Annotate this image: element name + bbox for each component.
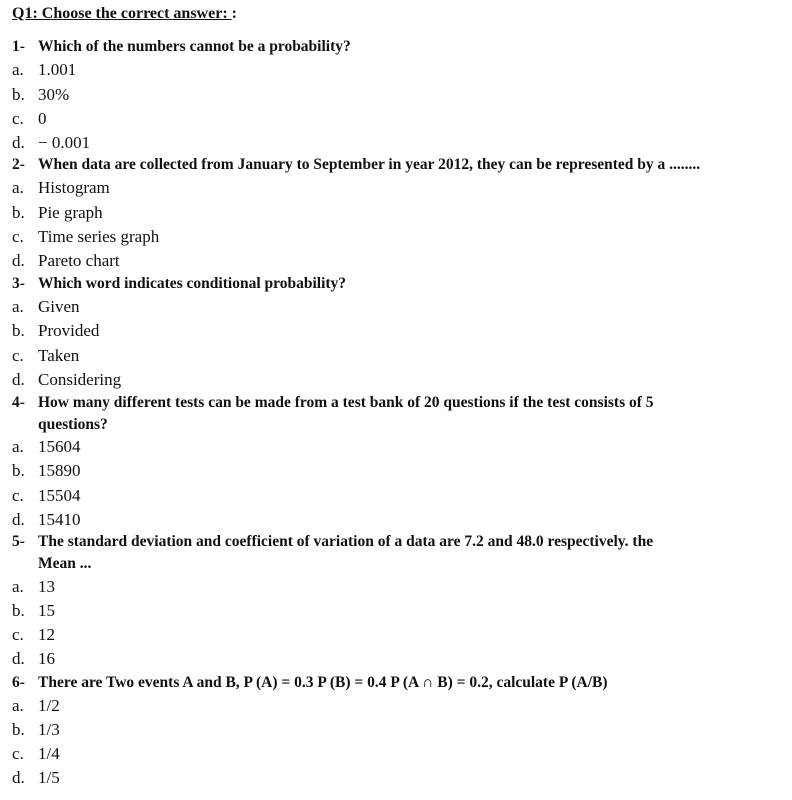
- option-letter: a.: [12, 577, 24, 596]
- option-5b: [12, 600, 55, 622]
- option-letter: c.: [12, 625, 24, 644]
- option-4c: [12, 485, 81, 507]
- option-1a: [12, 59, 76, 81]
- option-letter: b.: [12, 461, 25, 480]
- option-letter: b.: [12, 720, 25, 739]
- title-colon: :: [231, 5, 237, 22]
- option-5c: [12, 624, 55, 646]
- page-title: [12, 4, 237, 24]
- option-letter: d.: [12, 251, 25, 270]
- option-text: 1/5: [38, 768, 60, 787]
- option-text: Pie graph: [38, 203, 103, 222]
- option-text: 1.001: [38, 60, 77, 79]
- option-3a: [12, 296, 80, 318]
- option-letter: b.: [12, 85, 25, 104]
- question-number: 1-: [12, 38, 25, 55]
- option-letter: c.: [12, 109, 24, 128]
- option-letter: d.: [12, 768, 25, 787]
- question-3: [12, 273, 346, 295]
- option-letter: c.: [12, 486, 24, 505]
- option-text: 15890: [38, 461, 81, 480]
- option-letter: d.: [12, 510, 25, 529]
- option-6d: [12, 767, 60, 789]
- option-letter: a.: [12, 437, 24, 456]
- option-2a: [12, 177, 110, 199]
- question-number: 4-: [12, 394, 25, 411]
- question-text: The standard deviation and coefficient of variation of a data are 7.2 and 48.0 respectively. the: [38, 533, 654, 550]
- option-letter: b.: [12, 321, 25, 340]
- option-6b: [12, 719, 60, 741]
- question-text: When data are collected from January to September in year 2012, they can be represented by a ........: [38, 156, 701, 173]
- question-text: Which word indicates conditional probability?: [38, 275, 347, 292]
- option-text: Considering: [38, 370, 122, 389]
- option-3b: [12, 320, 99, 342]
- option-3c: [12, 345, 79, 367]
- question-text-continued: questions?: [38, 416, 108, 433]
- question-5: [12, 531, 653, 575]
- option-letter: c.: [12, 346, 24, 365]
- option-text: 15604: [38, 437, 81, 456]
- option-text: Histogram: [38, 178, 110, 197]
- question-text: How many different tests can be made from a test bank of 20 questions if the test consists of 5: [38, 394, 654, 411]
- option-text: 1/2: [38, 696, 60, 715]
- option-text: − 0.001: [38, 133, 91, 152]
- option-letter: c.: [12, 744, 24, 763]
- option-1c: [12, 108, 47, 130]
- option-text: Taken: [38, 346, 80, 365]
- option-5a: [12, 576, 55, 598]
- question-text: There are Two events A and B, P (A) = 0.3 P (B) = 0.4 P (A ∩ B) = 0.2, calculate P (A/B): [38, 674, 608, 691]
- option-6a: [12, 695, 60, 717]
- option-text: 30%: [38, 85, 70, 104]
- option-letter: a.: [12, 178, 24, 197]
- option-letter: b.: [12, 601, 25, 620]
- option-text: 12: [38, 625, 55, 644]
- option-5d: [12, 648, 55, 670]
- option-2b: [12, 202, 103, 224]
- option-text: 0: [38, 109, 47, 128]
- option-letter: d.: [12, 649, 25, 668]
- option-letter: d.: [12, 133, 25, 152]
- question-text: Which of the numbers cannot be a probability?: [38, 38, 351, 55]
- question-6: [12, 672, 608, 694]
- option-text: 15: [38, 601, 55, 620]
- option-1b: [12, 84, 69, 106]
- option-letter: d.: [12, 370, 25, 389]
- title-text: Q1: Choose the correct answer:: [12, 5, 232, 22]
- option-letter: c.: [12, 227, 24, 246]
- question-text-continued: Mean ...: [38, 555, 92, 572]
- question-number: 5-: [12, 533, 25, 550]
- option-4d: [12, 509, 81, 531]
- question-number: 3-: [12, 275, 25, 292]
- option-1d: [12, 132, 90, 154]
- question-1: [12, 36, 351, 58]
- question-number: 6-: [12, 674, 25, 691]
- option-text: Given: [38, 297, 80, 316]
- option-text: 1/4: [38, 744, 60, 763]
- option-2c: [12, 226, 159, 248]
- option-4a: [12, 436, 81, 458]
- option-text: Provided: [38, 321, 100, 340]
- question-2: [12, 154, 700, 176]
- question-number: 2-: [12, 156, 25, 173]
- option-letter: a.: [12, 696, 24, 715]
- option-text: 16: [38, 649, 55, 668]
- option-3d: [12, 369, 121, 391]
- question-4: [12, 392, 654, 436]
- option-4b: [12, 460, 81, 482]
- option-text: 1/3: [38, 720, 60, 739]
- option-text: 15504: [38, 486, 81, 505]
- option-6c: [12, 743, 60, 765]
- option-text: Time series graph: [38, 227, 160, 246]
- option-text: 13: [38, 577, 55, 596]
- option-text: Pareto chart: [38, 251, 120, 270]
- option-letter: a.: [12, 297, 24, 316]
- option-text: 15410: [38, 510, 81, 529]
- option-2d: [12, 250, 120, 272]
- option-letter: a.: [12, 60, 24, 79]
- option-letter: b.: [12, 203, 25, 222]
